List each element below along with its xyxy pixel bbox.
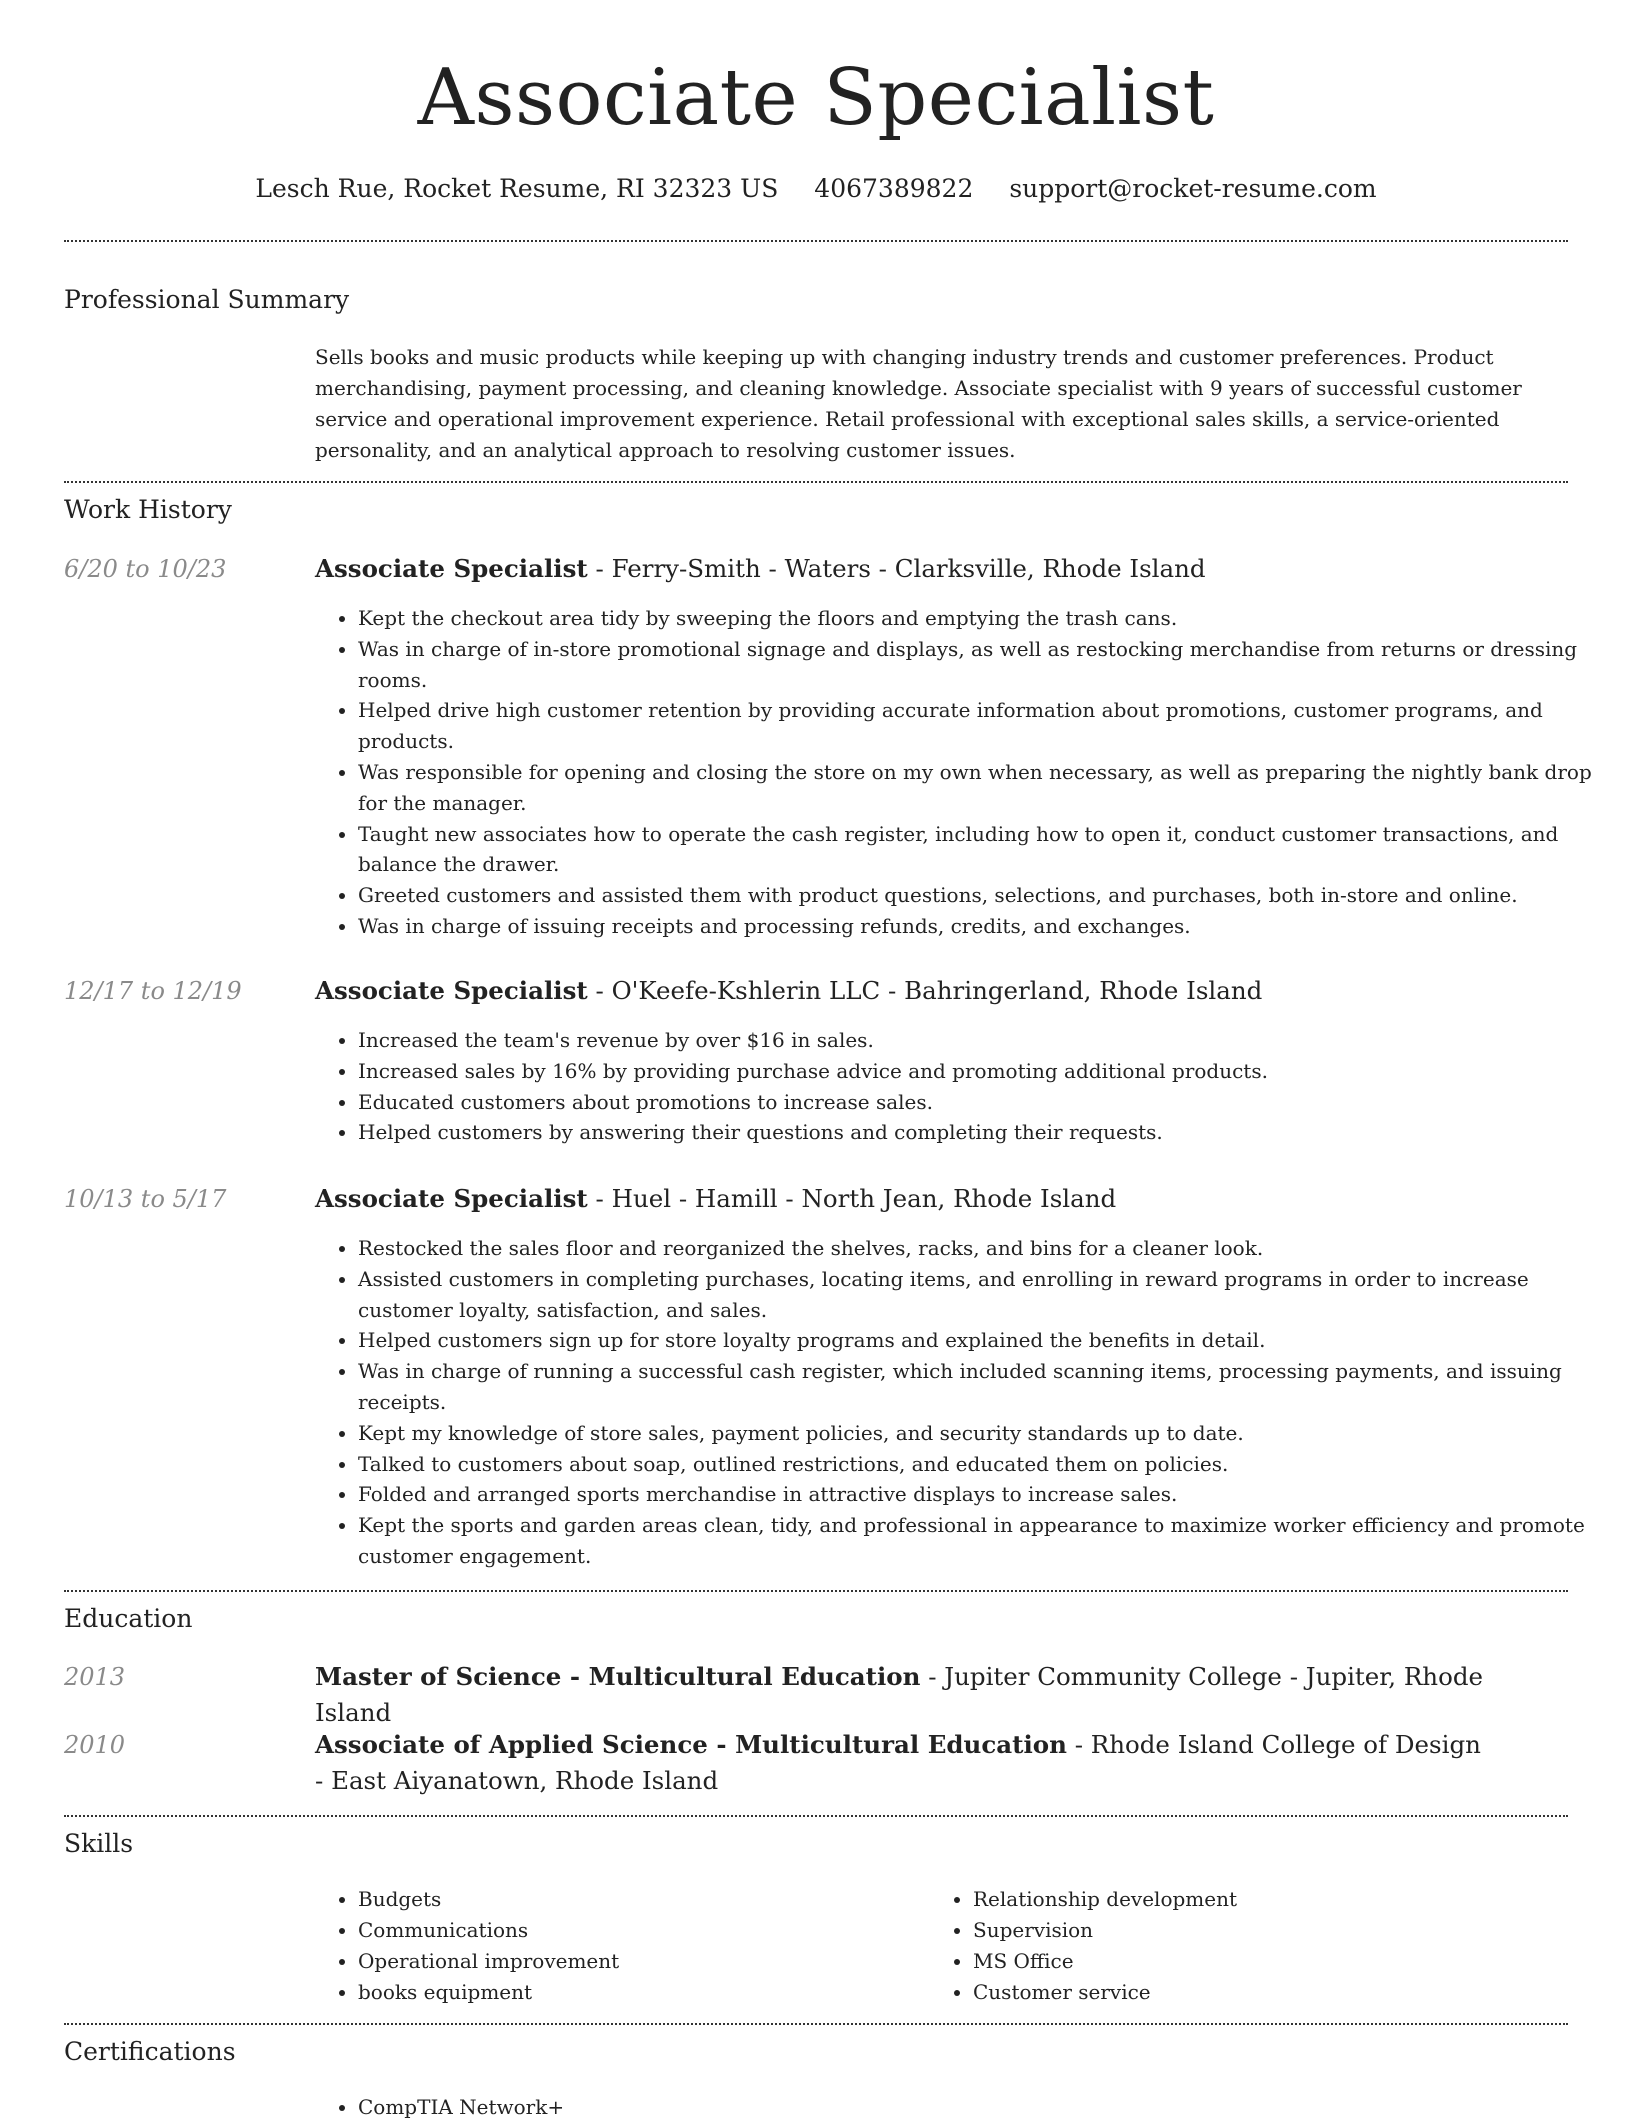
list-item: • Assisted customers in completing purchases, locating items, and enrolling in reward programs in order to increase customer loyalty, satisfaction, and sales.: [358, 1264, 1608, 1326]
certification-item: • CompTIA Network+: [358, 2092, 1608, 2123]
education-degree: Associate of Applied Science - Multicultural Education: [315, 1730, 1067, 1759]
education-year: 2010: [64, 1731, 126, 1759]
list-item: • Helped drive high customer retention by providing accurate information about promotions, customer programs, and products.: [358, 695, 1608, 757]
education-details: - Rhode Island College of Design - East Aiyanatown, Rhode Island: [315, 1730, 1481, 1795]
work-history-heading: Work History: [64, 495, 232, 524]
section-divider: [64, 1815, 1568, 1817]
education-entry: [315, 1727, 1495, 1799]
list-item: • Kept the checkout area tidy by sweeping the floors and emptying the trash cans.: [358, 603, 1608, 634]
job-role: Associate Specialist: [315, 554, 588, 583]
contact-phone: 4067389822: [814, 174, 974, 203]
job-title: [315, 551, 1565, 587]
section-divider: [64, 481, 1568, 483]
certifications-list: [315, 2092, 1608, 2123]
job-role: Associate Specialist: [315, 976, 588, 1005]
job-role: Associate Specialist: [315, 1184, 588, 1213]
skill-item: • Operational improvement: [358, 1946, 918, 1977]
list-item: • Helped customers sign up for store loyalty programs and explained the benefits in detail.: [358, 1325, 1608, 1356]
list-item: • Was in charge of running a successful cash register, which included scanning items, processing payments, and issuing receipts.: [358, 1356, 1608, 1418]
list-item: • Folded and arranged sports merchandise in attractive displays to increase sales.: [358, 1479, 1608, 1510]
candidate-name: Associate Specialist: [417, 53, 1215, 143]
list-item: • Kept my knowledge of store sales, payment policies, and security standards up to date.: [358, 1418, 1608, 1449]
job-bullet-list: [315, 1233, 1608, 1572]
list-item: • Educated customers about promotions to increase sales.: [358, 1087, 1608, 1118]
skill-item: • Relationship development: [973, 1884, 1533, 1915]
skill-item: • Budgets: [358, 1884, 918, 1915]
skill-item: • Customer service: [973, 1977, 1533, 2008]
contact-email: support@rocket-resume.com: [1009, 174, 1377, 203]
list-item: • Increased the team's revenue by over $16 in sales.: [358, 1025, 1608, 1056]
education-details: - Jupiter Community College - Jupiter, Rhode Island: [315, 1662, 1484, 1727]
skill-item: • MS Office: [973, 1946, 1533, 1977]
skill-item: • Supervision: [973, 1915, 1533, 1946]
job-dates: 10/13 to 5/17: [64, 1185, 227, 1213]
list-item: • Kept the sports and garden areas clean, tidy, and professional in appearance to maximize worker efficiency and promote customer engagement.: [358, 1510, 1608, 1572]
summary-text: Sells books and music products while keeping up with changing industry trends and customer preferences. Product merchandising, payment processing, and cleaning knowledge. Associate specialist with 9 years of successful customer service and operational improvement experience. Retail professional with exceptional sales skills, a service-oriented personality, and an analytical approach to resolving customer issues.: [315, 345, 1522, 462]
section-divider: [64, 2023, 1568, 2025]
job-title: [315, 973, 1565, 1009]
education-entry: [315, 1659, 1495, 1731]
list-item: • Was responsible for opening and closing the store on my own when necessary, as well as preparing the nightly bank drop for the manager.: [358, 757, 1608, 819]
education-heading: Education: [64, 1604, 193, 1633]
contact-line: [0, 172, 1632, 206]
job-bullet-list: [315, 603, 1608, 942]
job-dates: 12/17 to 12/19: [64, 977, 242, 1005]
certifications-heading: Certifications: [64, 2037, 236, 2066]
list-item: • Helped customers by answering their questions and completing their requests.: [358, 1117, 1608, 1148]
section-divider: [64, 240, 1568, 242]
list-item: • Greeted customers and assisted them with product questions, selections, and purchases, both in-store and online.: [358, 880, 1608, 911]
job-details: - O'Keefe-Kshlerin LLC - Bahringerland, Rhode Island: [587, 976, 1263, 1005]
skill-item: • books equipment: [358, 1977, 918, 2008]
list-item: • Was in charge of issuing receipts and processing refunds, credits, and exchanges.: [358, 911, 1608, 942]
skill-item: • Communications: [358, 1915, 918, 1946]
list-item: • Restocked the sales floor and reorganized the shelves, racks, and bins for a cleaner look.: [358, 1233, 1608, 1264]
job-dates: 6/20 to 10/23: [64, 555, 227, 583]
job-title: [315, 1181, 1565, 1217]
contact-address: Lesch Rue, Rocket Resume, RI 32323 US: [255, 174, 779, 203]
education-year: 2013: [64, 1663, 126, 1691]
list-item: • Increased sales by 16% by providing purchase advice and promoting additional products.: [358, 1056, 1608, 1087]
skills-heading: Skills: [64, 1829, 134, 1858]
job-details: - Huel - Hamill - North Jean, Rhode Island: [587, 1184, 1117, 1213]
job-details: - Ferry-Smith - Waters - Clarksville, Rhode Island: [587, 554, 1206, 583]
list-item: • Talked to customers about soap, outlined restrictions, and educated them on policies.: [358, 1449, 1608, 1480]
skills-list-left: [315, 1884, 918, 2008]
job-bullet-list: [315, 1025, 1608, 1148]
skills-list-right: [930, 1884, 1533, 2008]
list-item: • Taught new associates how to operate the cash register, including how to open it, conduct customer transactions, and balance the drawer.: [358, 819, 1608, 881]
section-divider: [64, 1590, 1568, 1592]
list-item: • Was in charge of in-store promotional signage and displays, as well as restocking merchandise from returns or dressing rooms.: [358, 634, 1608, 696]
education-degree: Master of Science - Multicultural Education: [315, 1662, 921, 1691]
summary-heading: Professional Summary: [64, 285, 350, 314]
